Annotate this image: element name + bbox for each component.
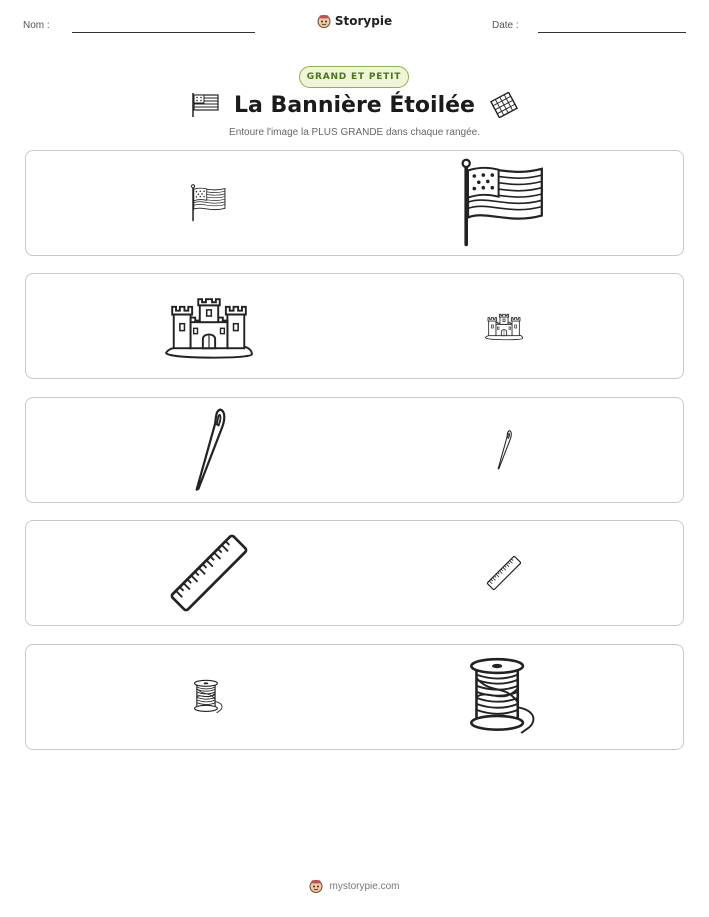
- page-title: La Bannière Étoilée: [234, 92, 475, 118]
- needle-icon: [191, 406, 227, 494]
- choice-large-castle[interactable]: [86, 274, 331, 378]
- brand-name: Storypie: [334, 14, 393, 28]
- title-row: [0, 92, 709, 118]
- date-field[interactable]: [538, 32, 686, 33]
- choice-small-needle[interactable]: [381, 398, 626, 502]
- castle-icon: [163, 291, 255, 361]
- thread-spool-icon: [190, 678, 228, 716]
- name-field[interactable]: [72, 32, 255, 33]
- choice-large-needle[interactable]: [86, 398, 331, 502]
- flag-icon: [190, 184, 228, 222]
- choice-small-spool[interactable]: [86, 645, 331, 749]
- choice-small-castle[interactable]: [381, 274, 626, 378]
- choice-large-flag[interactable]: [381, 151, 626, 255]
- needle-icon: [495, 429, 513, 471]
- comparison-row-3: [25, 397, 684, 503]
- category-badge: GRAND ET PETIT: [299, 66, 409, 88]
- castle-icon: [484, 311, 524, 341]
- footer-site-link[interactable]: mystorypie.com: [329, 880, 400, 892]
- storypie-mascot-icon: [317, 14, 331, 28]
- choice-small-ruler[interactable]: [381, 521, 626, 625]
- flag-icon: [459, 158, 549, 248]
- comparison-row-2: [25, 273, 684, 379]
- comparison-row-4: [25, 520, 684, 626]
- thread-spool-icon: [461, 654, 547, 740]
- flag-icon: [190, 92, 220, 118]
- instruction-text: Entoure l'image la PLUS GRANDE dans chaque rangée.: [229, 127, 480, 138]
- footer: [0, 879, 709, 893]
- ruler-icon: [164, 528, 254, 618]
- comparison-row-5: [25, 644, 684, 750]
- ruler-icon: [484, 553, 524, 593]
- name-label: Nom :: [23, 20, 50, 31]
- comparison-row-1: [25, 150, 684, 256]
- choice-large-spool[interactable]: [381, 645, 626, 749]
- quilt-icon: [489, 92, 519, 118]
- date-label: Date :: [492, 20, 519, 31]
- choice-small-flag[interactable]: [86, 151, 331, 255]
- choice-large-ruler[interactable]: [86, 521, 331, 625]
- brand-logo: [0, 14, 709, 28]
- storypie-mascot-icon: [309, 879, 323, 893]
